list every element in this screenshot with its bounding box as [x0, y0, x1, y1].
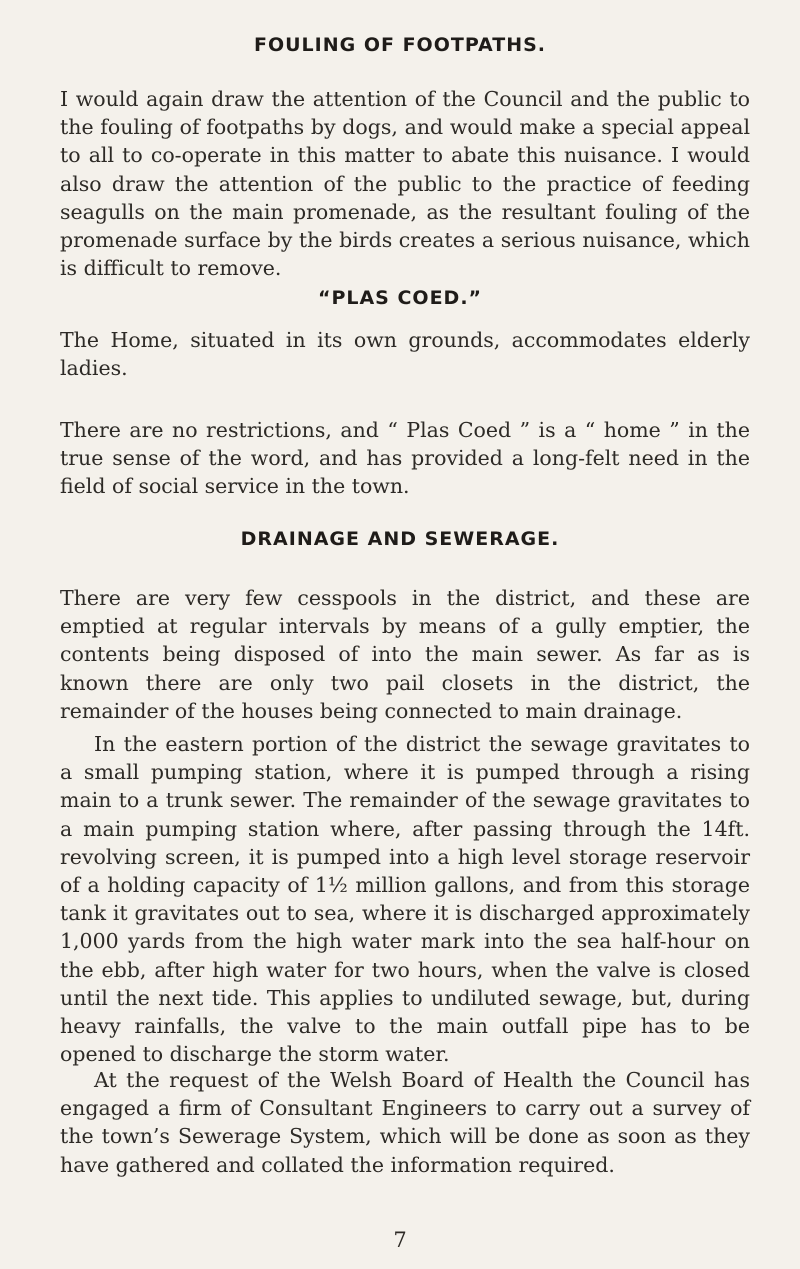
- paragraph-cesspools: There are very few cesspools in the district, and these are emptied at regular intervals by means of a gully emptier, the contents being disposed of into the main sewer. As far as is known there are only two pail closets in the district, the remainder of the houses being connected to main drainage.: [60, 586, 750, 723]
- heading-drainage-and-sewerage: DRAINAGE AND SEWERAGE.: [240, 528, 560, 550]
- heading-plas-coed: “PLAS COED.”: [317, 287, 483, 309]
- paragraph-fouling: I would again draw the attention of the Council and the public to the fouling of footpaths by dogs, and would make a special appeal to all to co-operate in this matter to abate this nuisance. I would also draw the attention of the public to the practice of feeding seagulls on the main promenade, as the resultant fouling of the promenade surface by the birds creates a serious nuisance, which is difficult to remove.: [60, 87, 750, 281]
- paragraph-plas-coed-home: The Home, situated in its own grounds, accommodates elderly ladies.: [60, 328, 750, 381]
- paragraph-sewage-pumping: In the eastern portion of the district the sewage gravitates to a small pumping station, where it is pumped through a rising main to a trunk sewer. The remainder of the sewage gravitates to a main pumping station where, after passing through the 14ft. revolving screen, it is pumped into a high level storage reservoir of a holding capacity of 1½ million gallons, and from this storage tank it gravitates out to sea, where it is discharged approximately 1,000 yards from the high water mark into the sea half-hour on the ebb, after high water for two hours, when the valve is closed until the next tide. This applies to undiluted sewage, but, during heavy rainfalls, the valve to the main outfall pipe has to be opened to discharge the storm water.: [60, 732, 750, 1067]
- heading-fouling-of-footpaths: FOULING OF FOOTPATHS.: [253, 34, 546, 56]
- page-number: 7: [393, 1228, 407, 1252]
- paragraph-consultant-engineers: At the request of the Welsh Board of Health the Council has engaged a firm of Consultant Engineers to carry out a survey of the town’s Sewerage System, which will be done as soon as they have gathered and collated the information required.: [60, 1068, 750, 1177]
- paragraph-plas-coed-restrictions: There are no restrictions, and “ Plas Coed ” is a “ home ” in the true sense of the word, and has provided a long-felt need in the field of social service in the town.: [60, 418, 750, 499]
